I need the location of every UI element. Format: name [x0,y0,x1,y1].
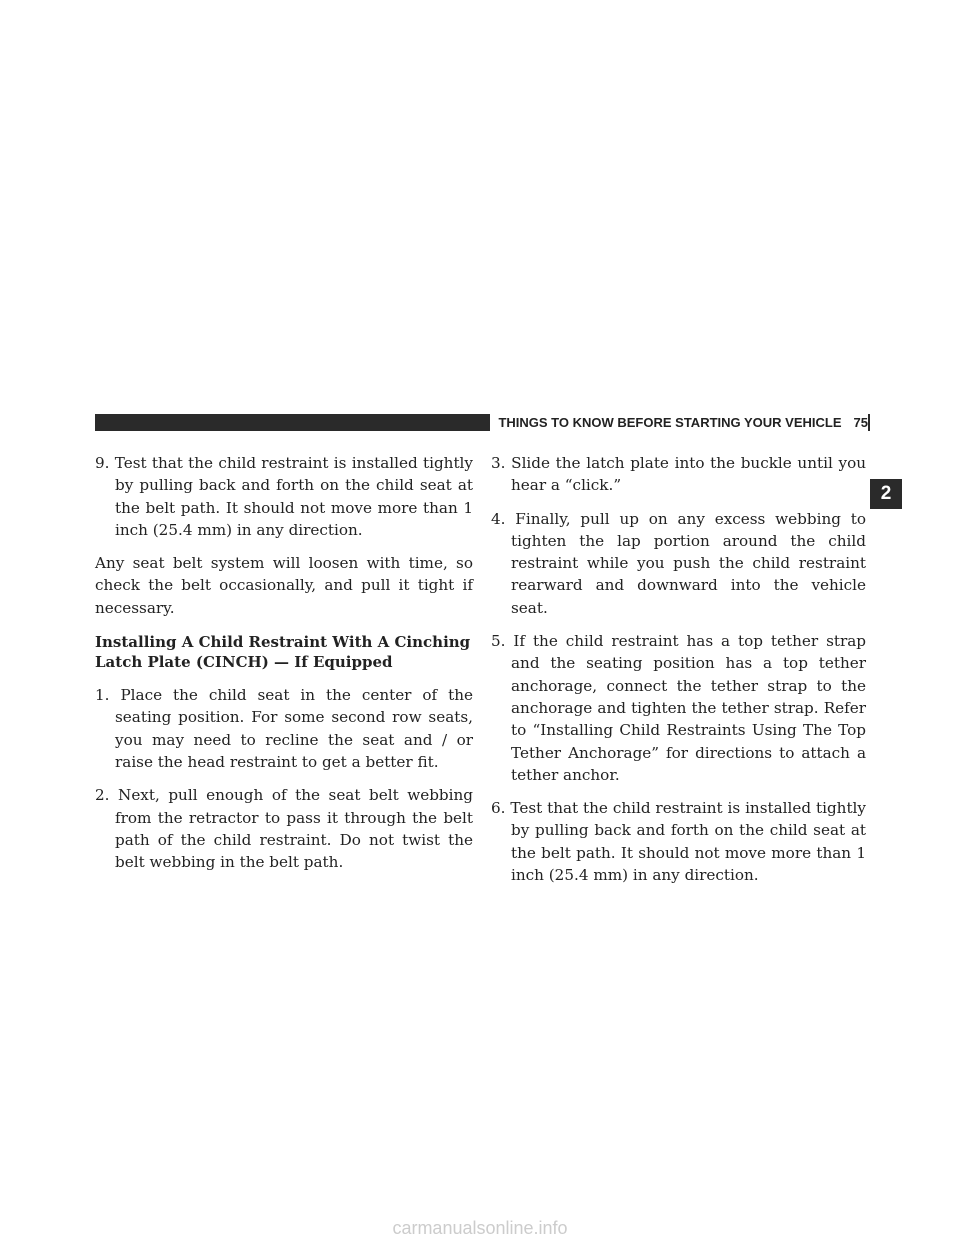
list-item-3: 3. Slide the latch plate into the buckle until you hear a “click.” [491,454,866,495]
right-column [491,452,866,897]
left-column [95,452,473,884]
list-item-1: 1. Place the child seat in the center of the seating position. For some second row seats, you may need to recline the seat and / or raise the head restraint to get a better fit. [95,686,473,771]
list-item-2: 2. Next, pull enough of the seat belt webbing from the retractor to pass it through the belt path of the child restraint. Do not twist the belt webbing in the belt path. [95,786,473,872]
list-item-6: 6. Test that the child restraint is installed tightly by pulling back and forth on the child seat at the belt path. It should not move more than 1 inch (25.4 mm) in any direction. [491,799,866,885]
section-heading [95,632,473,672]
list-item-5: 5. If the child restraint has a top tether strap and the seating position has a top tether anchorage, connect the tether strap to the anchorage and tighten the tether strap. Refer to “Installing Child Restraints Using The Top Tether Anchorage” for directions to attach a tether anchor. [491,632,866,784]
page-number: 75 [853,415,868,430]
section-title: THINGS TO KNOW BEFORE STARTING YOUR VEHICLE [498,415,842,430]
watermark-footer: carmanualsonline.info [392,1218,568,1238]
chapter-tab: 2 [870,479,902,509]
list-item-9: 9. Test that the child restraint is installed tightly by pulling back and forth on the child seat at the belt path. It should not move more than 1 inch (25.4 mm) in any direction. [95,454,473,539]
running-header [490,414,868,431]
section-heading-line-1: Installing A Child Restraint With A Cinching [95,633,471,652]
body-paragraph: Any seat belt system will loosen with time, so check the belt occasionally, and pull it tight if necessary. [95,554,473,617]
section-heading-line-2: Latch Plate (CINCH) — If Equipped [95,653,393,672]
list-item-4: 4. Finally, pull up on any excess webbing to tighten the lap portion around the child restraint while you push the child restraint rearward and downward into the vehicle seat. [491,509,866,617]
